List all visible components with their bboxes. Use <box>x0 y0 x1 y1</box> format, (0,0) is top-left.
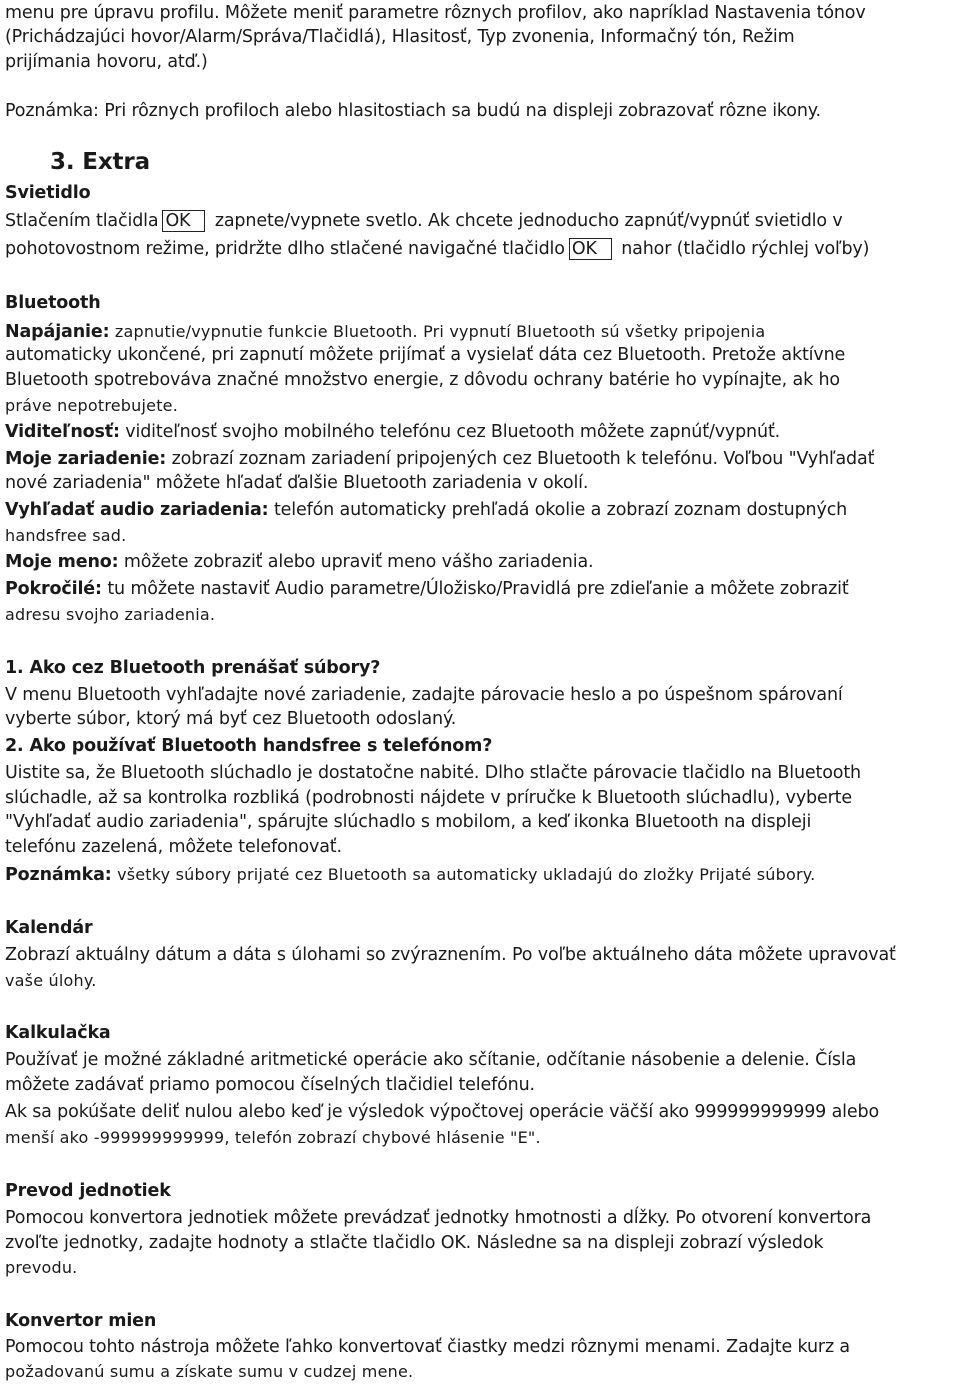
ok-key-label: OK <box>162 210 205 232</box>
bluetooth-title: Bluetooth <box>5 293 101 313</box>
bt-question-2: 2. Ako používať Bluetooth handsfree s telefónom? <box>5 736 493 756</box>
bt-device-label: Moje zariadenie: <box>5 449 167 469</box>
svietidlo-text-d: nahor (tlačidlo rýchlej voľby) <box>621 239 870 259</box>
bt-device-line-2: nové zariadenia" môžete hľadať ďalšie Bluetooth zariadenia v okolí. <box>5 473 589 493</box>
intro-line-3: prijímania hovoru, atď.) <box>5 52 208 72</box>
calculator-title: Kalkulačka <box>5 1023 111 1043</box>
bt-advanced-line-1 <box>5 577 849 602</box>
currency-line-2: požadovanú sumu a získate sumu v cudzej mene. <box>5 1362 414 1381</box>
svietidlo-text-c: pohotovostnom režime, pridržte dlho stlačené navigačné tlačidlo <box>5 239 565 259</box>
bt-answer-1-line-2: vyberte súbor, ktorý má byť cez Bluetooth odoslaný. <box>5 709 457 729</box>
calendar-line-2: vaše úlohy. <box>5 971 97 990</box>
svietidlo-text-a: Stlačením tlačidla <box>5 211 159 231</box>
calculator-line-1: Používať je možné základné aritmetické operácie ako sčítanie, odčítanie násobenie a delenie. Čísla <box>5 1050 857 1070</box>
units-line-3: prevodu. <box>5 1258 78 1277</box>
bt-search-line-1 <box>5 498 847 523</box>
bt-power-line-4: práve nepotrebujete. <box>5 396 178 415</box>
bt-answer-1-line-1: V menu Bluetooth vyhľadajte nové zariadenie, zadajte párovacie heslo a po úspešnom spárovaní <box>5 685 843 705</box>
bt-name-text: môžete zobraziť alebo upraviť meno vášho zariadenia. <box>123 552 594 572</box>
bt-note-label: Poznámka: <box>5 865 112 885</box>
bt-name-line <box>5 550 593 575</box>
calculator-line-4: menší ako -999999999999, telefón zobrazí chybové hlásenie "E". <box>5 1128 541 1147</box>
bt-power-line-3: Bluetooth spotrebováva značné množstvo energie, z dôvodu ochrany batérie ho vypínajte, ak ho <box>5 370 840 390</box>
bt-advanced-label: Pokročilé: <box>5 579 102 599</box>
bt-visibility-line <box>5 420 780 445</box>
calculator-line-2: môžete zadávať priamo pomocou číselných tlačidiel telefónu. <box>5 1075 535 1095</box>
bt-search-label: Vyhľadať audio zariadenia: <box>5 500 269 520</box>
calendar-line-1: Zobrazí aktuálny dátum a dáta s úlohami so zvýraznením. Po voľbe aktuálneho dáta môžete upravovať <box>5 945 896 965</box>
intro-line-2: (Prichádzajúci hovor/Alarm/Správa/Tlačidlá), Hlasitosť, Typ zvonenia, Informačný tón, Režim <box>5 27 795 47</box>
units-line-1: Pomocou konvertora jednotiek môžete prevádzať jednotky hmotnosti a dĺžky. Po otvorení konvertora <box>5 1208 872 1228</box>
bt-advanced-text-1: tu môžete nastaviť Audio parametre/Úložisko/Pravidlá pre zdieľanie a môžete zobraziť <box>107 579 849 599</box>
bt-note-text: všetky súbory prijaté cez Bluetooth sa automaticky ukladajú do zložky Prijaté súbory. <box>117 865 816 884</box>
bt-name-label: Moje meno: <box>5 552 119 572</box>
ok-key-label-2: OK <box>569 238 612 260</box>
svietidlo-line-1 <box>5 209 843 234</box>
bt-device-text-1: zobrazí zoznam zariadení pripojených cez Bluetooth k telefónu. Voľbou "Vyhľadať <box>171 449 875 469</box>
bt-question-1: 1. Ako cez Bluetooth prenášať súbory? <box>5 658 381 678</box>
bt-power-line-2: automaticky ukončené, pri zapnutí môžete prijímať a vysielať dáta cez Bluetooth. Pretože aktívne <box>5 345 846 365</box>
bt-visibility-text: viditeľnosť svojho mobilného telefónu cez Bluetooth môžete zapnúť/vypnúť. <box>125 422 781 442</box>
currency-line-1: Pomocou tohto nástroja môžete ľahko konvertovať čiastky medzi rôznymi menami. Zadajte kurz a <box>5 1337 850 1357</box>
bt-answer-2-line-2: slúchadle, až sa kontrolka rozbliká (podrobnosti nájdete v príručke k Bluetooth slúchadlu), vyberte <box>5 788 853 808</box>
bt-visibility-label: Viditeľnosť: <box>5 422 120 442</box>
bt-device-line-1 <box>5 447 874 472</box>
units-line-2: zvoľte jednotky, zadajte hodnoty a stlačte tlačidlo OK. Následne sa na displeji zobrazí výsledok <box>5 1233 824 1253</box>
bt-search-line-2: handsfree sad. <box>5 526 127 545</box>
section-heading-extra: 3. Extra <box>50 149 150 175</box>
bt-answer-2-line-3: "Vyhľadať audio zariadenia", spárujte slúchadlo s mobilom, a keď ikonka Bluetooth na displeji <box>5 812 812 832</box>
calendar-title: Kalendár <box>5 918 93 938</box>
bt-power-line-1 <box>5 319 765 345</box>
bt-power-text-1: zapnutie/vypnutie funkcie Bluetooth. Pri vypnutí Bluetooth sú všetky pripojenia <box>114 322 766 341</box>
currency-title: Konvertor mien <box>5 1311 157 1331</box>
units-title: Prevod jednotiek <box>5 1181 171 1201</box>
svietidlo-text-b: zapnete/vypnete svetlo. Ak chcete jednoducho zapnúť/vypnúť svietidlo v <box>214 211 843 231</box>
bt-power-label: Napájanie: <box>5 322 110 342</box>
bt-answer-2-line-1: Uistite sa, že Bluetooth slúchadlo je dostatočne nabité. Dlho stlačte párovacie tlačidlo na Bluetooth <box>5 763 861 783</box>
bt-advanced-line-2: adresu svojho zariadenia. <box>5 605 216 624</box>
bt-answer-2-line-4: telefónu zazelená, môžete telefonovať. <box>5 837 342 857</box>
calculator-line-3: Ak sa pokúšate deliť nulou alebo keď je výsledok výpočtovej operácie väčší ako 999999999999 alebo <box>5 1102 879 1122</box>
svietidlo-line-2 <box>5 237 869 262</box>
intro-note: Poznámka: Pri rôznych profiloch alebo hlasitostiach sa budú na displeji zobrazovať rôzne ikony. <box>5 101 821 121</box>
intro-line-1: menu pre úpravu profilu. Môžete meniť parametre rôznych profilov, ako napríklad Nastavenia tónov <box>5 3 866 23</box>
bt-search-text-1: telefón automaticky prehľadá okolie a zobrazí zoznam dostupných <box>273 500 848 520</box>
bt-note-line <box>5 862 815 888</box>
svietidlo-title: Svietidlo <box>5 183 91 203</box>
